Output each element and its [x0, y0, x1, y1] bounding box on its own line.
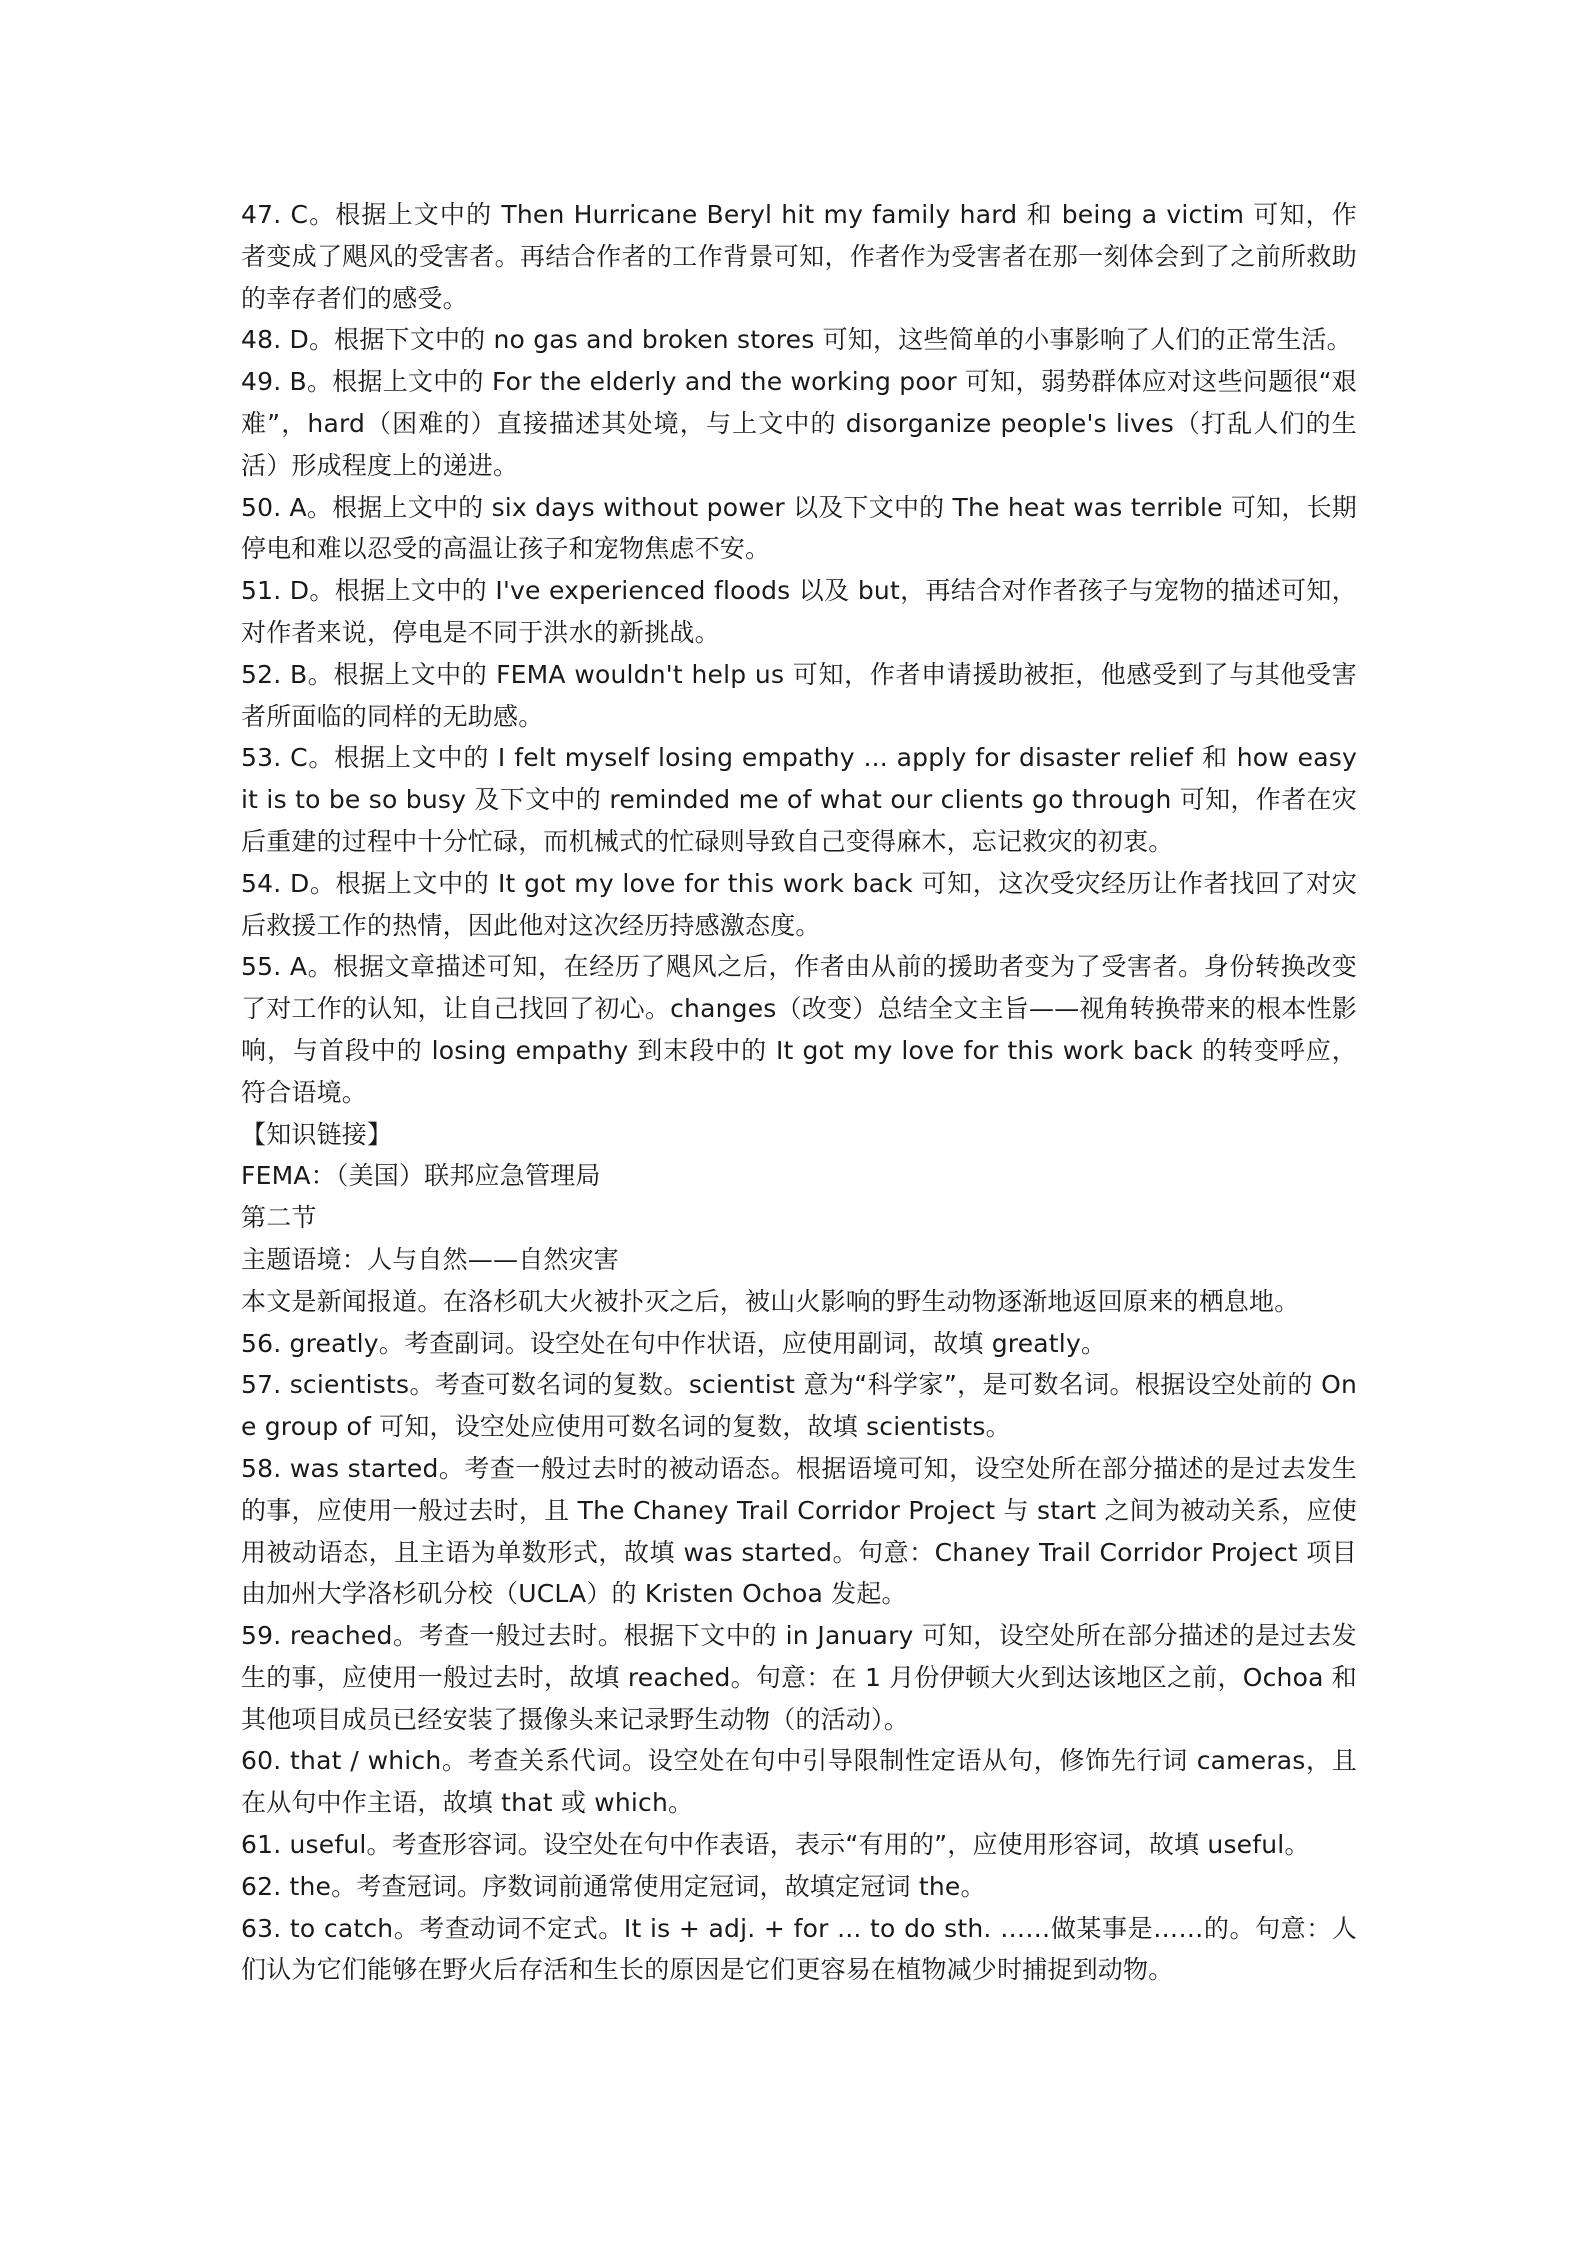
- answer-57: 57. scientists。考查可数名词的复数。scientist 意为“科学家”，是可数名词。根据设空处前的 One group of 可知，设空处应使用可数名词的复数，故填 scientists。: [241, 1370, 1357, 1442]
- answer-59: 59. reached。考查一般过去时。根据下文中的 in January 可知，设空处所在部分描述的是过去发生的事，应使用一般过去时，故填 reached。句意：在 1 月份伊顿大火到达该地区之前，Ochoa 和其他项目成员已经安装了摄像头来记录野生动物（的活动）。: [241, 1621, 1357, 1734]
- fema-definition: FEMA：（美国）联邦应急管理局: [241, 1161, 601, 1191]
- passage-summary: 本文是新闻报道。在洛杉矶大火被扑灭之后，被山火影响的野生动物逐渐地返回原来的栖息地。: [241, 1286, 1300, 1316]
- answer-60: 60. that / which。考查关系代词。设空处在句中引导限制性定语从句，修饰先行词 cameras，且在从句中作主语，故填 that 或 which。: [241, 1746, 1357, 1818]
- theme-context: 主题语境：人与自然——自然灾害: [241, 1244, 620, 1274]
- answer-48: 48. D。根据下文中的 no gas and broken stores 可知，这些简单的小事影响了人们的正常生活。: [241, 325, 1352, 355]
- answer-62: 62. the。考查冠词。序数词前通常使用定冠词，故填定冠词 the。: [241, 1871, 986, 1901]
- answer-47: 47. C。根据上文中的 Then Hurricane Beryl hit my family hard 和 being a victim 可知，作者变成了飓风的受害者。再结合作者的工作背景可知，作者作为受害者在那一刻体会到了之前所救助的幸存者们的感受。: [241, 200, 1357, 313]
- answer-58: 58. was started。考查一般过去时的被动语态。根据语境可知，设空处所在部分描述的是过去发生的事，应使用一般过去时，且 The Chaney Trail Corridor Project 与 start 之间为被动关系，应使用被动语态，且主语为单数形式，故填 was started。句意：Chaney Trail Corridor Project 项目由加州大学洛杉矶分校（UCLA）的 Kristen Ochoa 发起。: [241, 1453, 1357, 1609]
- answer-53: 53. C。根据上文中的 I felt myself losing empathy ... apply for disaster relief 和 how easy it is to be so busy 及下文中的 reminded me of what our clients go through 可知，作者在灾后重建的过程中十分忙碌，而机械式的忙碌则导致自己变得麻木，忘记救灾的初衷。: [241, 743, 1357, 856]
- answer-63: 63. to catch。考查动词不定式。It is + adj. + for ... to do sth. ……做某事是……的。句意：人们认为它们能够在野火后存活和生长的原因是它们更容易在植物减少时捕捉到动物。: [241, 1913, 1357, 1985]
- answer-54: 54. D。根据上文中的 It got my love for this work back 可知，这次受灾经历让作者找回了对灾后救援工作的热情，因此他对这次经历持感激态度。: [241, 868, 1357, 940]
- answer-56: 56. greatly。考查副词。设空处在句中作状语，应使用副词，故填 greatly。: [241, 1328, 1107, 1358]
- answer-61: 61. useful。考查形容词。设空处在句中作表语，表示“有用的”，应使用形容词，故填 useful。: [241, 1830, 1310, 1860]
- answer-51: 51. D。根据上文中的 I've experienced floods 以及 but，再结合对作者孩子与宠物的描述可知，对作者来说，停电是不同于洪水的新挑战。: [241, 576, 1357, 647]
- section-heading: 第二节: [241, 1203, 317, 1233]
- answer-49: 49. B。根据上文中的 For the elderly and the working poor 可知，弱势群体应对这些问题很“艰难”，hard（困难的）直接描述其处境，与上文中的 disorganize people's lives（打乱人们的生活）形成程度上的递进。: [241, 367, 1357, 480]
- answer-52: 52. B。根据上文中的 FEMA wouldn't help us 可知，作者申请援助被拒，他感受到了与其他受害者所面临的同样的无助感。: [241, 659, 1357, 731]
- answer-50: 50. A。根据上文中的 six days without power 以及下文中的 The heat was terrible 可知，长期停电和难以忍受的高温让孩子和宠物焦虑不安。: [241, 492, 1357, 564]
- document-page: [241, 194, 1357, 1991]
- answer-55: 55. A。根据文章描述可知，在经历了飓风之后，作者由从前的援助者变为了受害者。身份转换改变了对工作的认知，让自己找回了初心。changes（改变）总结全文主旨——视角转换带来的根本性影响，与首段中的 losing empathy 到末段中的 It got my love for this work back 的转变呼应，符合语境。: [241, 952, 1357, 1107]
- knowledge-link-heading: 【知识链接】: [241, 1119, 393, 1149]
